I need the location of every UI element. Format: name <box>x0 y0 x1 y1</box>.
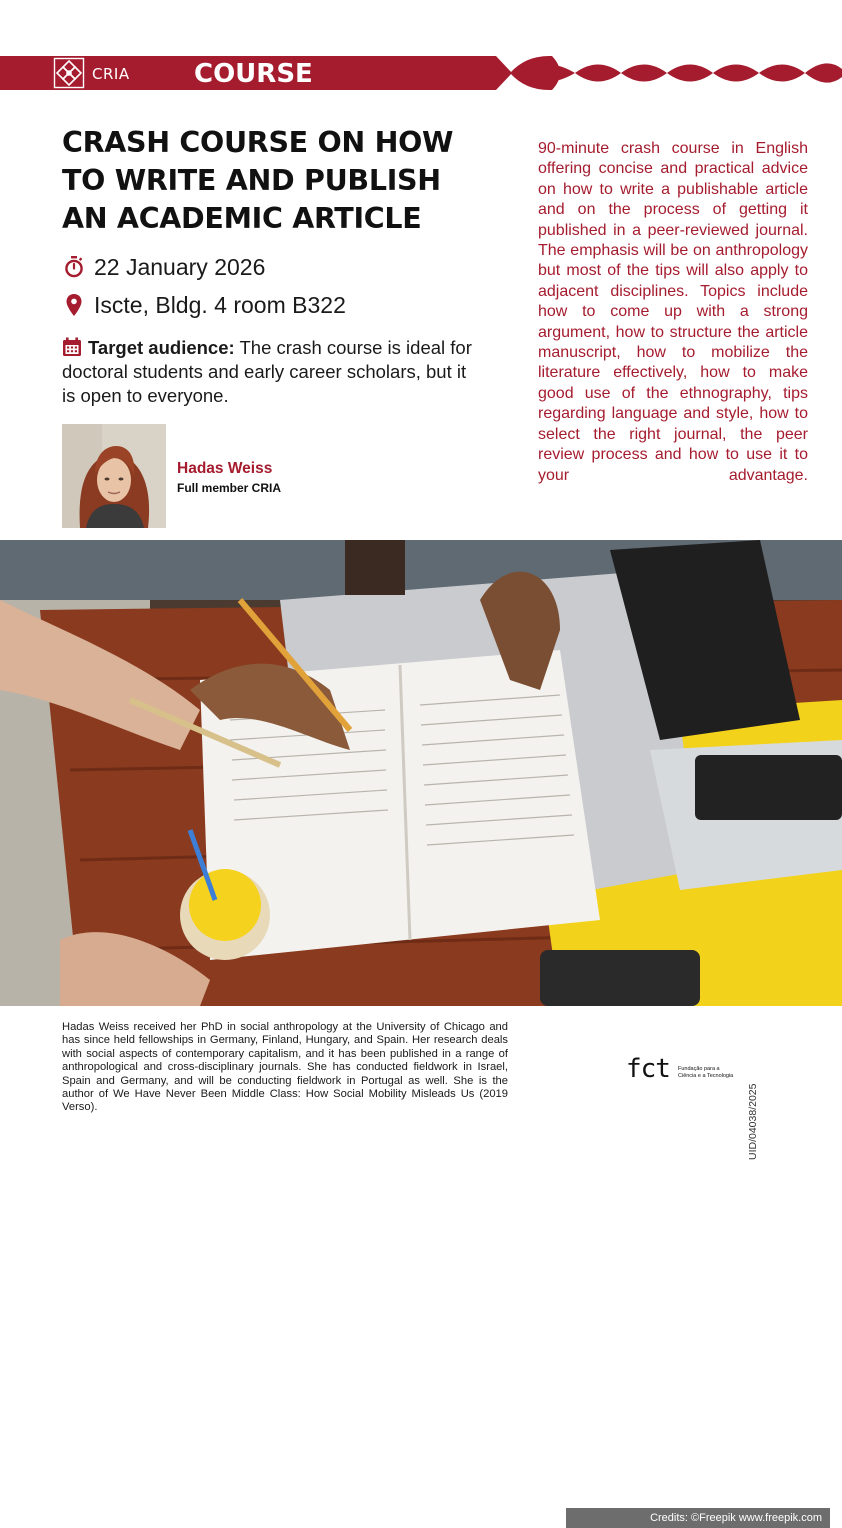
project-code-text: UID/04038/2025 <box>747 1083 759 1160</box>
course-description: 90-minute crash course in English offering concise and practical advice on how to write a publishable article and on the process of getting it published in a peer-reviewed journal. The emphasis will be on anthropology but most of the tips will also apply to adjacent disciplines. Topics include how to come up with a strong argument, how to structure the article manuscript, how to mobilize the literature effectively, how to make good use of the ethnography, tips regarding language and style, how to select the right journal, the peer review process and how to use it to your advantage. <box>538 140 808 484</box>
cria-logo-icon <box>54 58 84 88</box>
event-date-row <box>62 252 265 282</box>
event-title <box>62 124 512 238</box>
cria-logo-text: CRIA <box>92 65 130 83</box>
speaker-role: Full member CRIA <box>177 481 282 495</box>
stopwatch-icon <box>62 255 86 279</box>
event-date: 22 January 2026 <box>94 253 266 280</box>
event-title-line: CRASH COURSE ON HOW <box>62 126 454 159</box>
fct-logo-subtitle: Fundação para a Ciência e a Tecnologia <box>678 1066 734 1079</box>
target-audience <box>62 336 482 408</box>
photo-credits: Credits: ©Freepik www.freepik.com <box>566 1508 830 1528</box>
event-location: Iscte, Bldg. 4 room B322 <box>94 291 346 318</box>
audience-label: Target audience: <box>88 337 235 358</box>
course-banner <box>0 56 842 90</box>
project-code <box>747 1080 761 1160</box>
event-title-line: TO WRITE AND PUBLISH <box>62 164 441 197</box>
calendar-icon <box>62 337 82 357</box>
event-title-line: AN ACADEMIC ARTICLE <box>62 202 422 235</box>
map-pin-icon <box>62 293 86 317</box>
banner-diamond-pattern <box>508 56 842 90</box>
speaker-name: Hadas Weiss <box>177 460 273 477</box>
audience-text: The crash course is ideal for doctoral students and early career scholars, but it is open to everyone. <box>62 337 472 406</box>
speaker-avatar <box>62 424 166 528</box>
event-location-row <box>62 290 346 320</box>
course-label: COURSE <box>194 59 313 89</box>
fct-logo: fct <box>626 1054 670 1084</box>
speaker-bio: Hadas Weiss received her PhD in social anthropology at the University of Chicago and has since held fellowships in Germany, Finland, Hungary, and Spain. Her research deals with social aspects of contemporary capitalism, and it has been published in a range of anthropological and cross-disciplinary journals. She has conducted fieldwork in Israel, Spain and Germany, and will be conducting fieldwork in Portugal as well. She is the author of We Have Never Been Middle Class: How Social Mobility Misleads Us (2019 Verso). <box>62 1021 508 1114</box>
